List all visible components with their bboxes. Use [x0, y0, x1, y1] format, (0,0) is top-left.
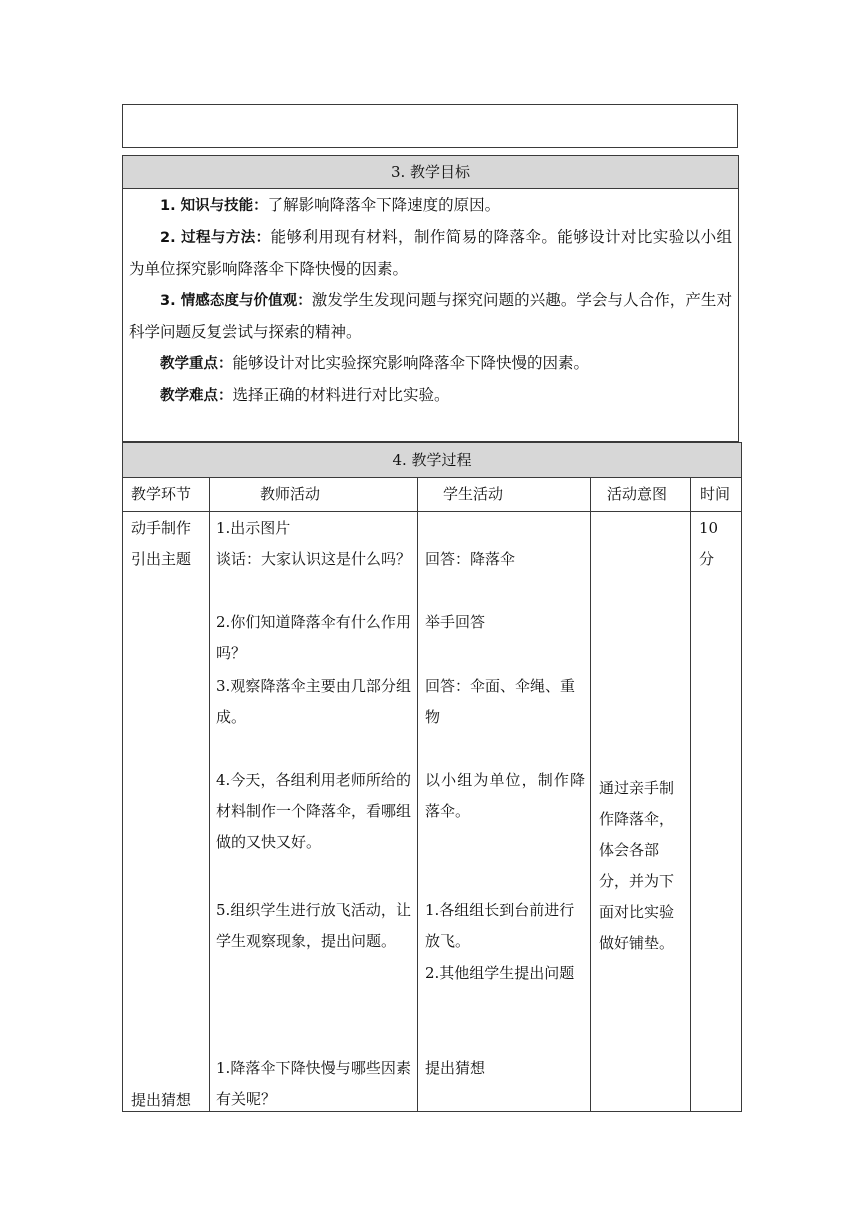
header-row-divider	[123, 511, 741, 512]
teacher-activity: 1.降落伞下降快慢与哪些因素有关呢？	[216, 1059, 411, 1108]
teacher-activity: 1.出示图片	[216, 519, 291, 537]
teacher-activity: 谈话：大家认识这是什么吗？	[216, 550, 412, 568]
teaching-goals-section	[122, 155, 739, 442]
goal-item	[129, 348, 732, 380]
time-cell: 10分	[699, 519, 719, 568]
column-header: 时间	[700, 485, 731, 503]
goals-body	[123, 190, 738, 412]
column-divider	[209, 477, 210, 1111]
activity-intent: 通过亲手制作降落伞，体会各部分，并为下面对比实验做好铺垫。	[599, 779, 675, 952]
teaching-process-section	[122, 442, 742, 1112]
goal-item	[129, 380, 732, 412]
empty-header-box	[122, 104, 738, 148]
goal-label: 教学重点：	[160, 356, 233, 372]
teacher-activity: 3.观察降落伞主要由几部分组成。	[216, 677, 411, 726]
section-title: 4. 教学过程	[123, 443, 741, 478]
student-activity: 回答：伞面、伞绳、重物	[425, 677, 576, 726]
goal-item	[129, 222, 732, 285]
goal-text: 选择正确的材料进行对比实验。	[232, 386, 450, 404]
goal-text: 能够利用现有材料，制作简易的降落伞。能够设计对比实验以小组为单位探究影响降落伞下降快慢的因素。	[129, 228, 732, 278]
goal-item	[129, 285, 732, 348]
stage-cell: 动手制作引出主题	[131, 519, 192, 568]
teacher-activity: 5.组织学生进行放飞活动，让学生观察现象，提出问题。	[216, 901, 411, 950]
student-activity: 举手回答	[425, 613, 486, 631]
column-header: 活动意图	[607, 485, 668, 503]
column-header: 学生活动	[443, 485, 504, 503]
goal-text: 了解影响降落伞下降速度的原因。	[267, 196, 501, 214]
goal-text: 激发学生发现问题与探究问题的兴趣。学会与人合作，产生对科学问题反复尝试与探索的精神。	[129, 291, 732, 341]
column-divider	[690, 477, 691, 1111]
section-title: 3. 教学目标	[123, 156, 738, 189]
stage-cell: 提出猜想	[131, 1091, 192, 1109]
student-activity: 提出猜想	[425, 1059, 486, 1077]
student-activity: 2.其他组学生提出问题	[425, 964, 575, 982]
goal-label: 2. 过程与方法：	[160, 230, 271, 246]
student-activity: 回答：降落伞	[425, 550, 516, 568]
goal-label: 1. 知识与技能：	[160, 198, 268, 214]
column-divider	[590, 477, 591, 1111]
goal-item	[129, 190, 732, 222]
column-header: 教学环节	[131, 485, 192, 503]
student-activity: 以小组为单位，制作降落伞。	[425, 771, 585, 820]
teacher-activity: 4.今天，各组利用老师所给的材料制作一个降落伞，看哪组做的又快又好。	[216, 771, 412, 851]
goal-label: 3. 情感态度与价值观：	[160, 293, 312, 309]
column-divider	[417, 477, 418, 1111]
goal-label: 教学难点：	[160, 388, 233, 404]
column-header: 教师活动	[260, 485, 321, 503]
student-activity: 1.各组组长到台前进行放飞。	[425, 901, 575, 950]
teacher-activity: 2.你们知道降落伞有什么作用吗？	[216, 613, 411, 662]
goal-text: 能够设计对比实验探究影响降落伞下降快慢的因素。	[232, 354, 590, 372]
